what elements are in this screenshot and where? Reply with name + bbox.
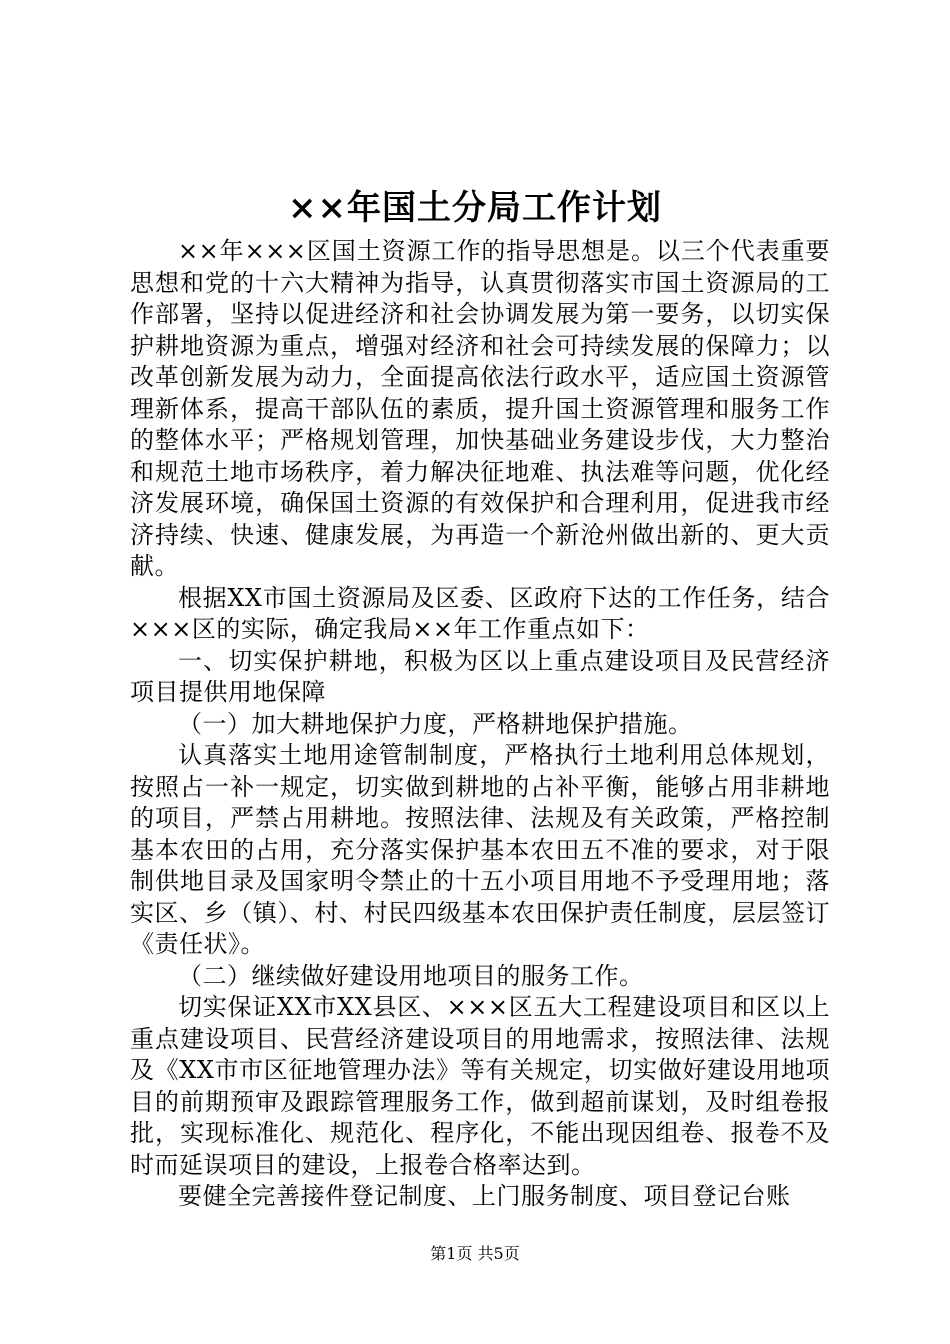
subsection-heading-1: （一）加大耕地保护力度，严格耕地保护措施。 (178, 709, 693, 738)
document-title: ××年国土分局工作计划 (288, 188, 662, 228)
subsection-heading-2: （二）继续做好建设用地项目的服务工作。 (178, 961, 644, 990)
paragraph-guiding-ideology: ××年×××区国土资源工作的指导思想是。以三个代表重要思想和党的十六大精神为指导，认真贯彻落实市国土资源局的工作部署，坚持以促进经济和社会协调发展为第一要务，以切实保护耕地资源为重点，增强对经济和社会可持续发展的保障力；以改革创新发展为动力，全面提高依法行政水平，适应国土资源管理新体系，提高干部队伍的素质，提升国土资源管理和服务工作的整体水平；严格规划管理，加快基础业务建设步伐，大力整治和规范土地市场秩序，着力解决征地难、执法难等问题，优化经济发展环境，确保国土资源的有效保护和合理利用，促进我市经济持续、快速、健康发展，为再造一个新沧州做出新的、更大贡献。 (130, 237, 830, 580)
paragraph-registration: 要健全完善接件登记制度、上门服务制度、项目登记台账 (178, 1182, 791, 1210)
paragraph-work-tasks: 根据XX市国土资源局及区委、区政府下达的工作任务，结合×××区的实际，确定我局××年工作重点如下： (130, 583, 830, 643)
document-body (130, 236, 830, 1213)
paragraph-land-service: 切实保证XX市XX县区、×××区五大工程建设项目和区以上重点建设项目、民营经济建设项目的用地需求，按照法律、法规及《XX市市区征地管理办法》等有关规定，切实做好建设用地项目的前期预审及跟踪管理服务工作，做到超前谋划，及时组卷报批，实现标准化、规范化、程序化，不能出现因组卷、报卷不及时而延误项目的建设，上报卷合格率达到。 (130, 993, 830, 1179)
section-heading-1: 一、切实保护耕地，积极为区以上重点建设项目及民营经济项目提供用地保障 (130, 646, 830, 706)
page-footer: 第1页 共5页 (430, 1244, 520, 1263)
paragraph-land-control: 认真落实土地用途管制制度，严格执行土地利用总体规划，按照占一补一规定，切实做到耕地的占补平衡，能够占用非耕地的项目，严禁占用耕地。按照法律、法规及有关政策，严格控制基本农田的占用，充分落实保护基本农田五不准的要求，对于限制供地目录及国家明令禁止的十五小项目用地不予受理用地；落实区、乡（镇）、村、村民四级基本农田保护责任制度，层层签订《责任状》。 (130, 741, 830, 958)
